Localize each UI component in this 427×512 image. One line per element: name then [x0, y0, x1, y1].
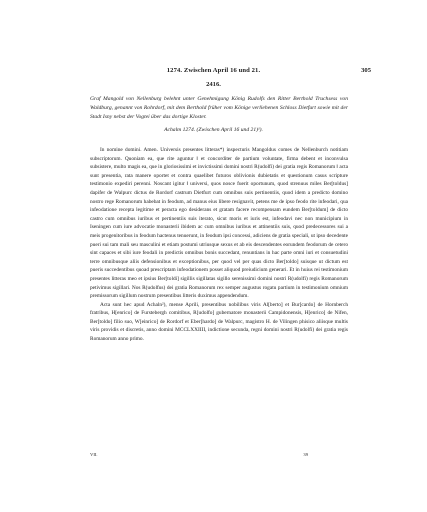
running-title: 1274. Zwischen April 16 und 21.	[166, 67, 261, 74]
volume-mark: VII.	[90, 452, 98, 457]
paragraph: In nomine domini. Amen. Universis presentes litteras*) inspecturis Mangoldus comes de Nellenburch notitiam subscriptorum. Quoniam ea, que rite aguntur ‖ et concorditer de partium voluntate, firma debent et inconvulsa subsistere, multo magis ea, que in gloriosissimi et invictissimi domini nostri R(udolfi) dei gratia regis Romanorum ‖ acta sunt presentia, rata manere oportet et contra quaelibet futuros oblivionis dubietatis et questionum casus scripture testimonio expediri perenni. Noscant igitur ‖ universi, quos nosce fuerit oportunum, quod strenuus miles Ber[toldus] dapifer de Walpurc dictus de Rordorf castrum Dietfurt cum omnibus suis pertinentiis, quod idem a predicto domino nostro rege Romanorum habebat in feodum, ad manus eius libere resignavit, petens me de ipso feodo rite infeodari, qua infeodatione recepta legitime et peracta ego desiderans et gratam facere recompensam eundem Ber[toldum] de dicto castro cum omnibus iuribus et pertinentiis suis iterato, sicut moris et iuris est, infeodavi nec non municipium in Iseningen cum iure advocatie monasterii ibidem ac cum omnibus iuribus et attinentiis suis, quod predecessores sui a meis progenitoribus in feodum hactenus tenuerunt, in feodum ipsi concessi, adiciens de gratia speciali, ut ipso decedente pueri sui tam mali seu masculini et etiam postumi utriusque sexus et ab eis descendentes eorundem feodorum de cetero sint capaces et sibi iure feodali in predictis omnibus bonis succedant, renuntians in hac parte omni iuri et consuetudini terre omnibusque aliis defensionibus et exceptionibus, per quod vel per quas dicto Ber[toldo] suisque ut dictum est pueris succedentibus quoad prescriptam infeodationem posset aliquod preiudicium generari. Et in huius rei testimonium presentes litteras meo et ipsius Ber[toldi] sigillis sigillatas sigillo serenissimi domini nostri R(udolfi) regis Romanorum petivimus sigillari. Nos R(udolfus) dei gratia Romanorum rex semper augustus rogatu partium in testimonium omnium premissorum sigillum nostrum presentibus litteris duximus appendendum.	[90, 147, 348, 300]
document-summary: Graf Mangold von Nellenburg belehnt unter Genehmigung König Rudolfs den Ritter Berthold Truchsess von Waldburg, genannt von Rohrdorf, mit dem Berthold früher vom Könige verliehenen Schloss Dietfurt sowie mit der Stadt Isny nebst der Vogtei über das dortige Kloster.	[90, 96, 348, 120]
dateline: Achalm 1274. (Zwischen April 16 und 21)¹).	[164, 127, 263, 133]
signature-mark: 39	[303, 452, 308, 457]
charter-text	[90, 146, 348, 344]
paragraph: Acta sunt hec apud Achaln²), mense Aprili, presentibus nobilibus viris Al[berto] et Bur[cardo] de Hornberch fratribus, H[enrico] de Furstebergh comitibus, R[udolfo] gubernatore monasterii Campidonensis, H[enrico] de Nifen, Ber[toldo] filio suo, W[einrico] de Rordorf et Eber[hardo] de Walpurc, magistro H. de Vilingen phisico aliisque multis viris providis et discretis, anno domini MCCLXXIIII, indictione secunda, regni domini nostri R(udolfi) dei gratia regis Romanorum anno primo.	[90, 301, 348, 343]
page-number: 305	[361, 67, 371, 74]
document-number: 2416.	[206, 81, 221, 88]
